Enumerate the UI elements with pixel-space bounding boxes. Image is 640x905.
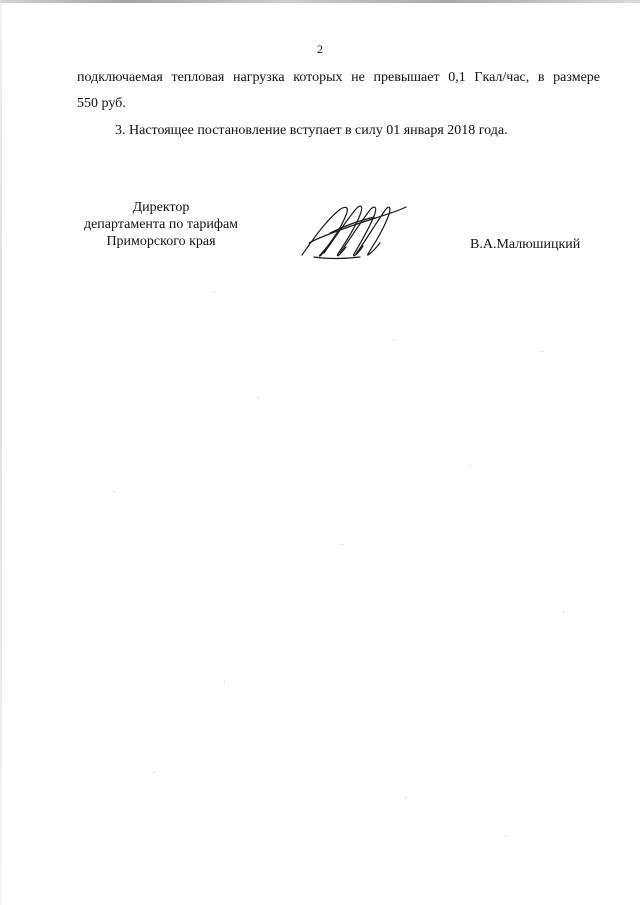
signatory-title <box>61 199 261 250</box>
scan-speck <box>214 292 215 293</box>
signatory-title-line: департамента по тарифам <box>83 217 239 232</box>
scan-speck <box>258 397 259 398</box>
signatory-title-line: Приморского края <box>106 234 216 249</box>
signatory-title-line: Директор <box>132 200 190 215</box>
scan-speck <box>563 612 564 613</box>
handwritten-signature <box>294 193 414 268</box>
page-number: 2 <box>317 42 323 56</box>
scan-speck <box>154 772 155 773</box>
signer-name: В.А.Малюшицкий <box>470 237 581 252</box>
scan-top-border <box>0 0 640 3</box>
scan-speck <box>114 491 115 492</box>
scan-speck <box>505 836 506 837</box>
scan-speck <box>342 544 343 545</box>
scan-speck <box>542 351 543 352</box>
paragraph-line: подключаемая тепловая нагрузка которых не превышает 0,1 Гкал/час, в размере <box>77 70 600 85</box>
scan-speck <box>405 797 406 798</box>
scan-speck <box>393 339 394 340</box>
clause-3-text: 3. Настоящее постановление вступает в силу 01 января 2018 года. <box>115 123 508 138</box>
paragraph-line: 550 руб. <box>77 96 126 111</box>
scan-speck <box>470 465 471 466</box>
scan-left-edge <box>0 0 2 905</box>
scan-speck <box>224 681 225 682</box>
